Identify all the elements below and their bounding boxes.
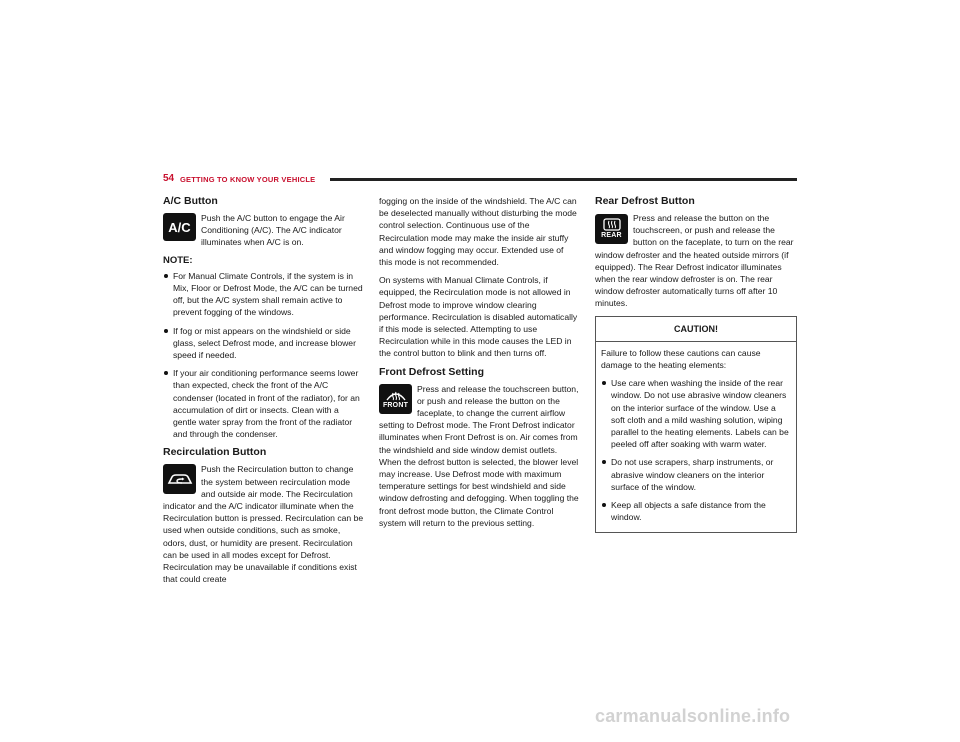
ac-notes-list <box>163 270 364 441</box>
ac-icon-text: A/C <box>168 219 191 235</box>
rear-defrost-icon <box>595 214 628 244</box>
section-title: GETTING TO KNOW YOUR VEHICLE <box>180 175 316 184</box>
list-item: Do not use scrapers, sharp instruments, or abrasive window cleaners on the interior surface of the window. <box>601 456 791 493</box>
ac-button-icon <box>163 213 196 241</box>
rear-defrost-text: Press and release the button on the touchscreen, or push and release the button on the faceplate, to turn on the rear window defroster and the heated outside mirrors (if equipped). The Rear Defrost indicator illuminates when the rear window defroster is on. The rear window defroster automatically turns off after 10 minutes. <box>595 213 794 309</box>
front-defrost-text: Press and release the touchscreen button, or push and release the button on the faceplate, to change the current airflow setting to Defrost mode. The Front Defrost indicator illuminates when Front Defrost is on. Air comes from the windshield and side window demist outlets. When the defrost button is selected, the blower level may increase. Use Defrost mode with maximum temperature settings for best windshield and side window defrosting and defogging. When toggling the front defrost mode button, the Climate Control system will return to the previous setting. <box>379 383 579 528</box>
caution-intro: Failure to follow these cautions can cause damage to the heating elements: <box>601 347 761 371</box>
recirculation-car-icon <box>163 464 196 494</box>
front-defrost-icon <box>379 384 412 414</box>
caution-list <box>601 377 791 523</box>
caution-box <box>595 316 797 534</box>
ac-button-heading: A/C Button <box>163 195 218 207</box>
note-label: NOTE: <box>163 254 193 266</box>
header-rule <box>330 178 797 181</box>
recirculation-text-c: On systems with Manual Climate Controls, if equipped, the Recirculation mode is not allowed in Defrost mode to improve window clearing performance. Recirculation is disabled automatically if this mode is selected. Attempting to use Recirculation while in this mode causes the LED in the control button to blink and then turns off. <box>379 275 578 359</box>
recirculation-heading: Recirculation Button <box>163 446 267 459</box>
column-2 <box>379 195 579 535</box>
page-header <box>163 173 797 185</box>
list-item: Keep all objects a safe distance from the window. <box>601 499 791 523</box>
front-icon-label: FRONT <box>382 401 409 409</box>
rear-window-defrost-icon <box>601 218 623 232</box>
list-item: Use care when washing the inside of the rear window. Do not use abrasive window cleaners on the interior surface of the window. Use a soft cloth and a mild washing solution, wiping parallel to the heating elements. Labels can be peeled off after soaking with warm water. <box>601 377 791 450</box>
page-number: 54 <box>163 173 175 184</box>
ac-intro: Push the A/C button to engage the Air Conditioning (A/C). The A/C indicator illuminates when A/C is on. <box>201 213 345 248</box>
rear-icon-label: REAR <box>601 232 622 239</box>
list-item: If your air conditioning performance seems lower than expected, check the front of the A/C condenser (located in front of the radiator), for an accumulation of dirt or insects. Clean with a gentle water spray from the front of the radiator and through the condenser. <box>163 367 364 440</box>
list-item: If fog or mist appears on the windshield or side glass, select Defrost mode, and increase blower speed if needed. <box>163 325 364 362</box>
recirculation-text-b: fogging on the inside of the windshield. The A/C can be deselected manually without disturbing the mode control selection. Continuous use of the Recirculation mode may make the inside air stuffy and window fogging may occur. Extended use of this mode is not recommended. <box>379 196 577 268</box>
windshield-defrost-icon <box>385 388 407 402</box>
column-1 <box>163 195 364 591</box>
watermark: carmanualsonline.info <box>595 706 791 726</box>
column-3 <box>595 195 797 533</box>
caution-title: CAUTION! <box>596 317 796 342</box>
front-defrost-heading: Front Defrost Setting <box>379 365 484 378</box>
list-item: For Manual Climate Controls, if the system is in Mix, Floor or Defrost Mode, the A/C can be turned off, but the A/C system shall remain active to prevent fogging of the windows. <box>163 270 364 319</box>
rear-defrost-heading: Rear Defrost Button <box>595 195 695 207</box>
caution-body <box>596 342 796 533</box>
recirculation-text-a: Push the Recirculation button to change the system between recirculation mode and outside air mode. The Recirculation indicator and the A/C indicator illuminate when the Recirculation button is pressed. Recirculation can be used when outside conditions, such as smoke, odors, dust, or humidity are present. Recirculation can be used in all modes except for Defrost. Recirculation may be unavailable if conditions exist that could create <box>163 464 364 585</box>
recirculation-car-icon-graphic <box>167 470 193 488</box>
